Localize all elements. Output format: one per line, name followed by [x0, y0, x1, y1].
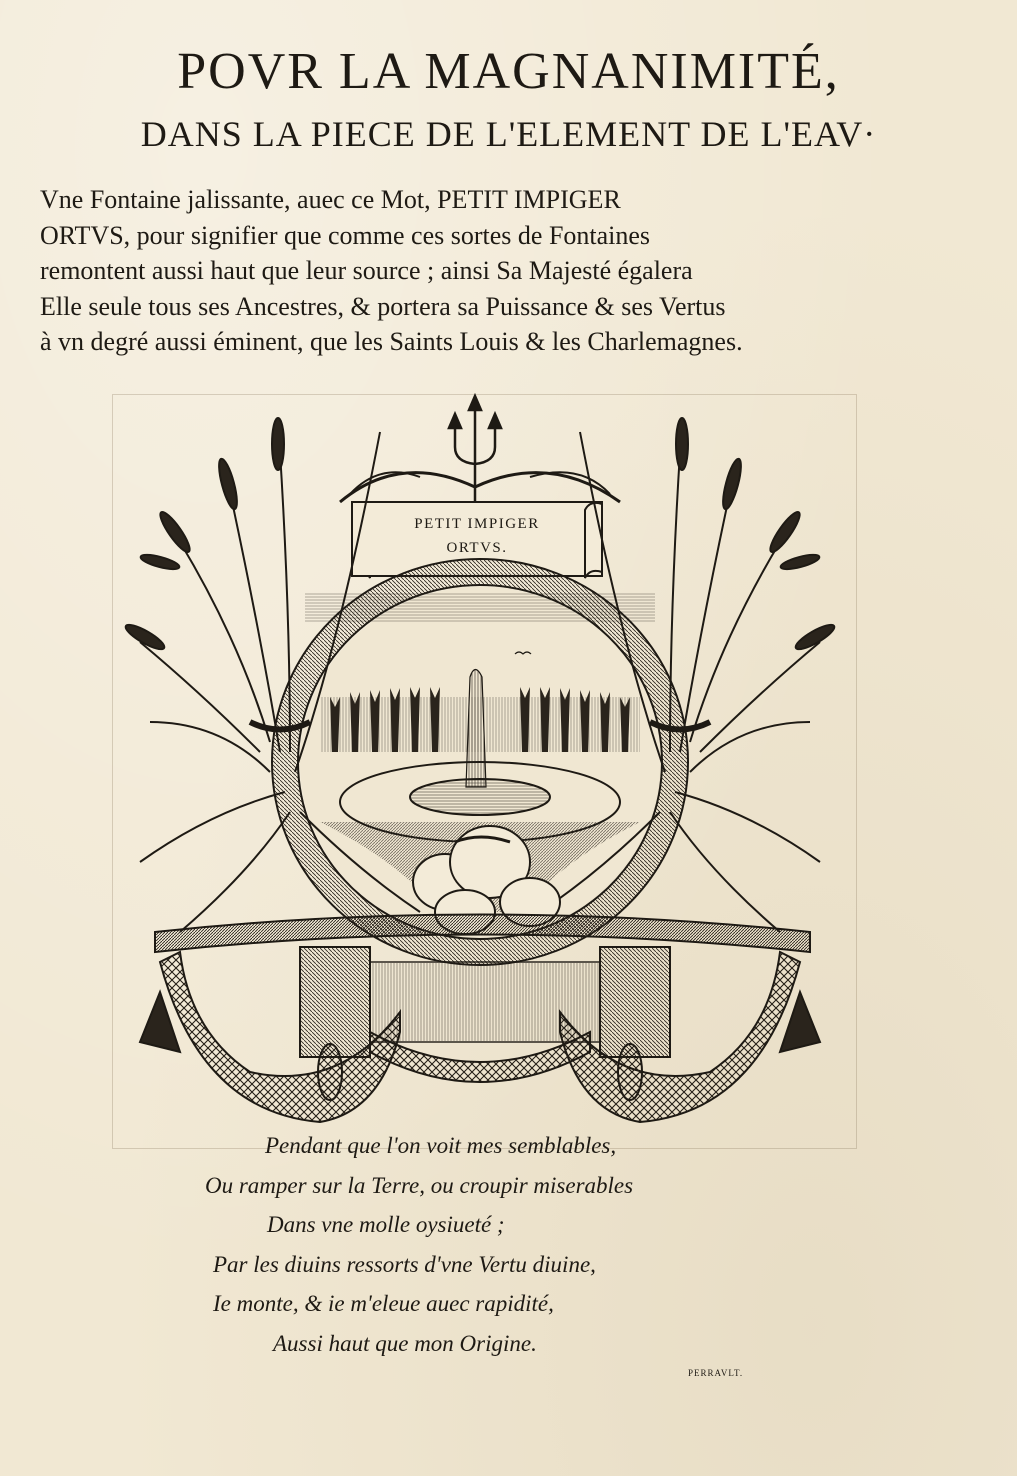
motto-banner-text: [352, 502, 602, 578]
author-signature: PERRAVLT.: [688, 1368, 744, 1378]
verse-line: Par les diuins ressorts d'vne Vertu diuine,: [213, 1251, 596, 1277]
page-subtitle: DANS LA PIECE DE L'ELEMENT DE L'EAV·: [140, 114, 877, 154]
intro-line: ORTVS, pour signifier que comme ces sortes de Fontaines: [40, 220, 651, 250]
verse-line: Pendant que l'on voit mes semblables,: [265, 1133, 617, 1158]
page-title: POVR LA MAGNANIMITÉ,: [177, 43, 840, 100]
intro-paragraph: [40, 182, 990, 360]
intro-line: Vne Fontaine jalissante, auec ce Mot, PETIT IMPIGER: [40, 185, 621, 214]
verse-poem: [205, 1126, 825, 1363]
intro-line: à vn degré aussi éminent, que les Saints Louis & les Charlemagnes.: [40, 327, 743, 356]
verse-line: Aussi haut que mon Origine.: [273, 1330, 537, 1356]
trident-icon: [340, 396, 620, 502]
intro-line: remontent aussi haut que leur source ; ainsi Sa Majesté égalera: [40, 256, 693, 285]
verse-line: Ou ramper sur la Terre, ou croupir miserables: [205, 1172, 634, 1198]
intro-line: Elle seule tous ses Ancestres, & portera sa Puissance & ses Vertus: [40, 291, 726, 321]
verse-line: Dans vne molle oysiueté ;: [267, 1212, 505, 1237]
verse-line: Ie monte, & ie m'eleue auec rapidité,: [213, 1291, 554, 1316]
motto-line: PETIT IMPIGER: [414, 516, 540, 532]
motto-line: ORTVS.: [446, 540, 508, 556]
